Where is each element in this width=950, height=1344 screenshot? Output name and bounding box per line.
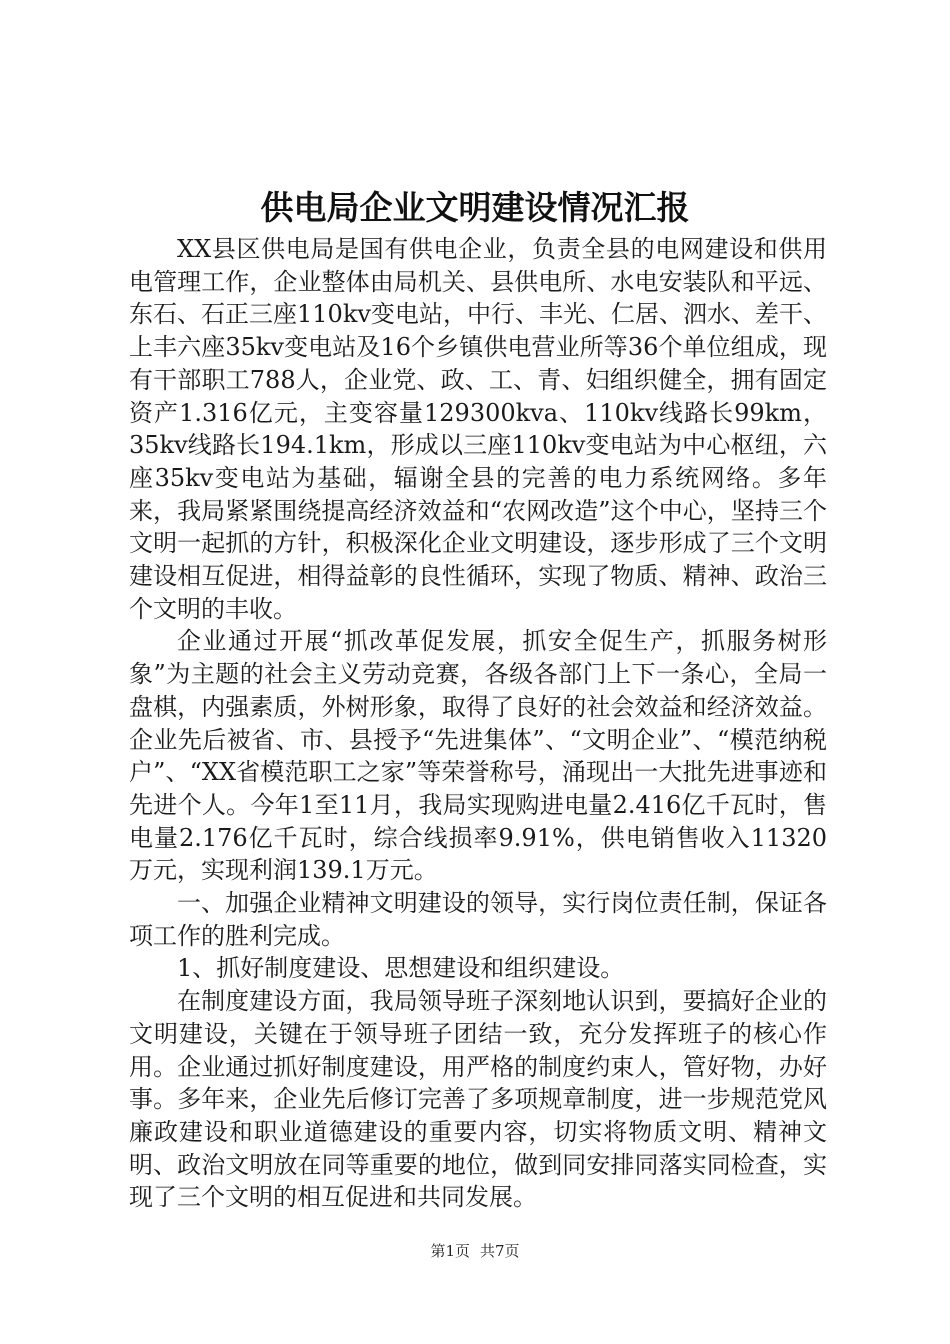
paragraph-intro: XX县区供电局是国有供电企业，负责全县的电网建设和供用电管理工作，企业整体由局机关、县供电所、水电安装队和平远、东石、石正三座110kv变电站，中行、丰光、仁居、泗水、差干、上丰六座35kv变电站及16个乡镇供电营业所等36个单位组成，现有干部职工788人，企业党、政、工、青、妇组织健全，拥有固定资产1.316亿元，主变容量129300kva、110kv线路长99km，35kv线路长194.1km，形成以三座110kv变电站为中心枢纽，六座35kv变电站为基础，辐谢全县的完善的电力系统网络。多年来，我局紧紧围绕提高经济效益和“农网改造”这个中心，坚持三个文明一起抓的方针，积极深化企业文明建设，逐步形成了三个文明建设相互促进，相得益彰的良性循环，实现了物质、精神、政治三个文明的丰收。 <box>129 235 827 623</box>
paragraph-system-building: 在制度建设方面，我局领导班子深刻地认识到，要搞好企业的文明建设，关键在于领导班子团结一致，充分发挥班子的核心作用。企业通过抓好制度建设，用严格的制度约束人，管好物，办好事。多年来，企业先后修订完善了多项规章制度，进一步规范党风廉政建设和职业道德建设的重要内容，切实将物质文明、精神文明、政治文明放在同等重要的地位，做到同安排同落实同检查，实现了三个文明的相互促进和共同发展。 <box>129 987 827 1212</box>
page-number: 第1页 <box>430 1242 470 1260</box>
document-body <box>129 233 827 1214</box>
page-footer <box>0 1240 950 1262</box>
paragraph-competition: 企业通过开展“抓改革促发展，抓安全促生产，抓服务树形象”为主题的社会主义劳动竞赛，各级各部门上下一条心，全局一盘棋，内强素质，外树形象，取得了良好的社会效益和经济效益。企业先后被省、市、县授予“先进集体”、“文明企业”、“模范纳税户”、“XX省模范职工之家”等荣誉称号，涌现出一大批先进事迹和先进个人。今年1至11月，我局实现购进电量2.416亿千瓦时，售电量2.176亿千瓦时，综合线损率9.91%，供电销售收入11320万元，实现利润139.1万元。 <box>129 627 827 885</box>
page-total: 共7页 <box>480 1242 520 1260</box>
section-heading-1: 一、加强企业精神文明建设的领导，实行岗位责任制，保证各项工作的胜利完成。 <box>129 889 827 950</box>
subsection-heading-1: 1、抓好制度建设、思想建设和组织建设。 <box>177 954 625 983</box>
document-title: 供电局企业文明建设情况汇报 <box>260 188 690 227</box>
